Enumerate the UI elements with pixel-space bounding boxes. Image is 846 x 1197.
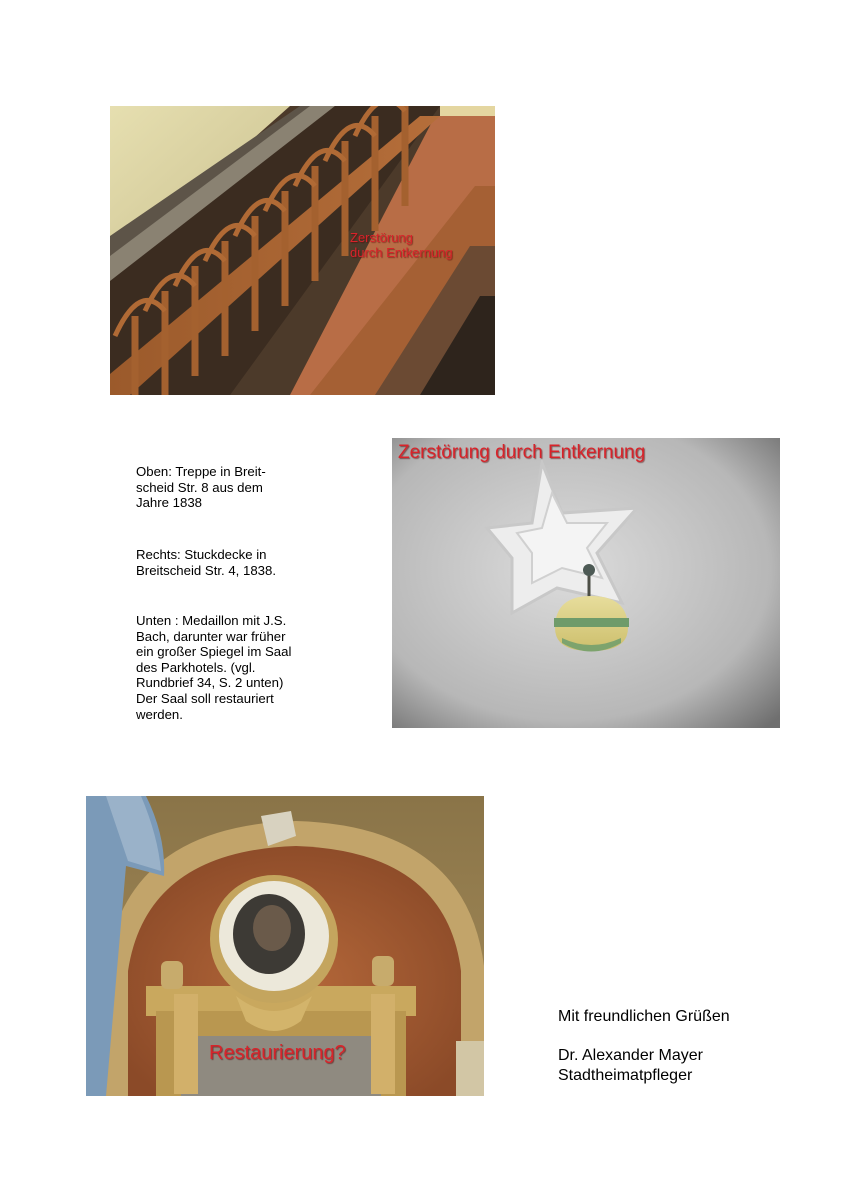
medallion-overlay-label: Restaurierung?	[209, 1042, 346, 1064]
signatory-title: Stadtheimatpfleger	[558, 1067, 693, 1084]
staircase-photo	[110, 106, 495, 395]
ceiling-photo	[392, 438, 780, 728]
signatory-name: Dr. Alexander Mayer	[558, 1047, 703, 1064]
medallion-photo	[86, 796, 484, 1096]
caption-right: Rechts: Stuckdecke in Breitscheid Str. 4, 1838.	[136, 547, 277, 578]
ceiling-overlay-label: Zerstörung durch Entkernung	[398, 442, 646, 463]
caption-top: Oben: Treppe in Breit- scheid Str. 8 aus dem Jahre 1838	[136, 464, 266, 511]
closing-greeting: Mit freundlichen Grüßen	[558, 1008, 730, 1025]
ceiling-photo-image	[392, 438, 780, 728]
caption-bottom: Unten : Medaillon mit J.S. Bach, darunter war früher ein großer Spiegel im Saal des Parkhotels. (vgl. Rundbrief 34, S. 2 unten) Der Saal soll restauriert werden.	[136, 613, 292, 722]
staircase-overlay-label: Zerstörung durch Entkernung	[350, 230, 453, 260]
